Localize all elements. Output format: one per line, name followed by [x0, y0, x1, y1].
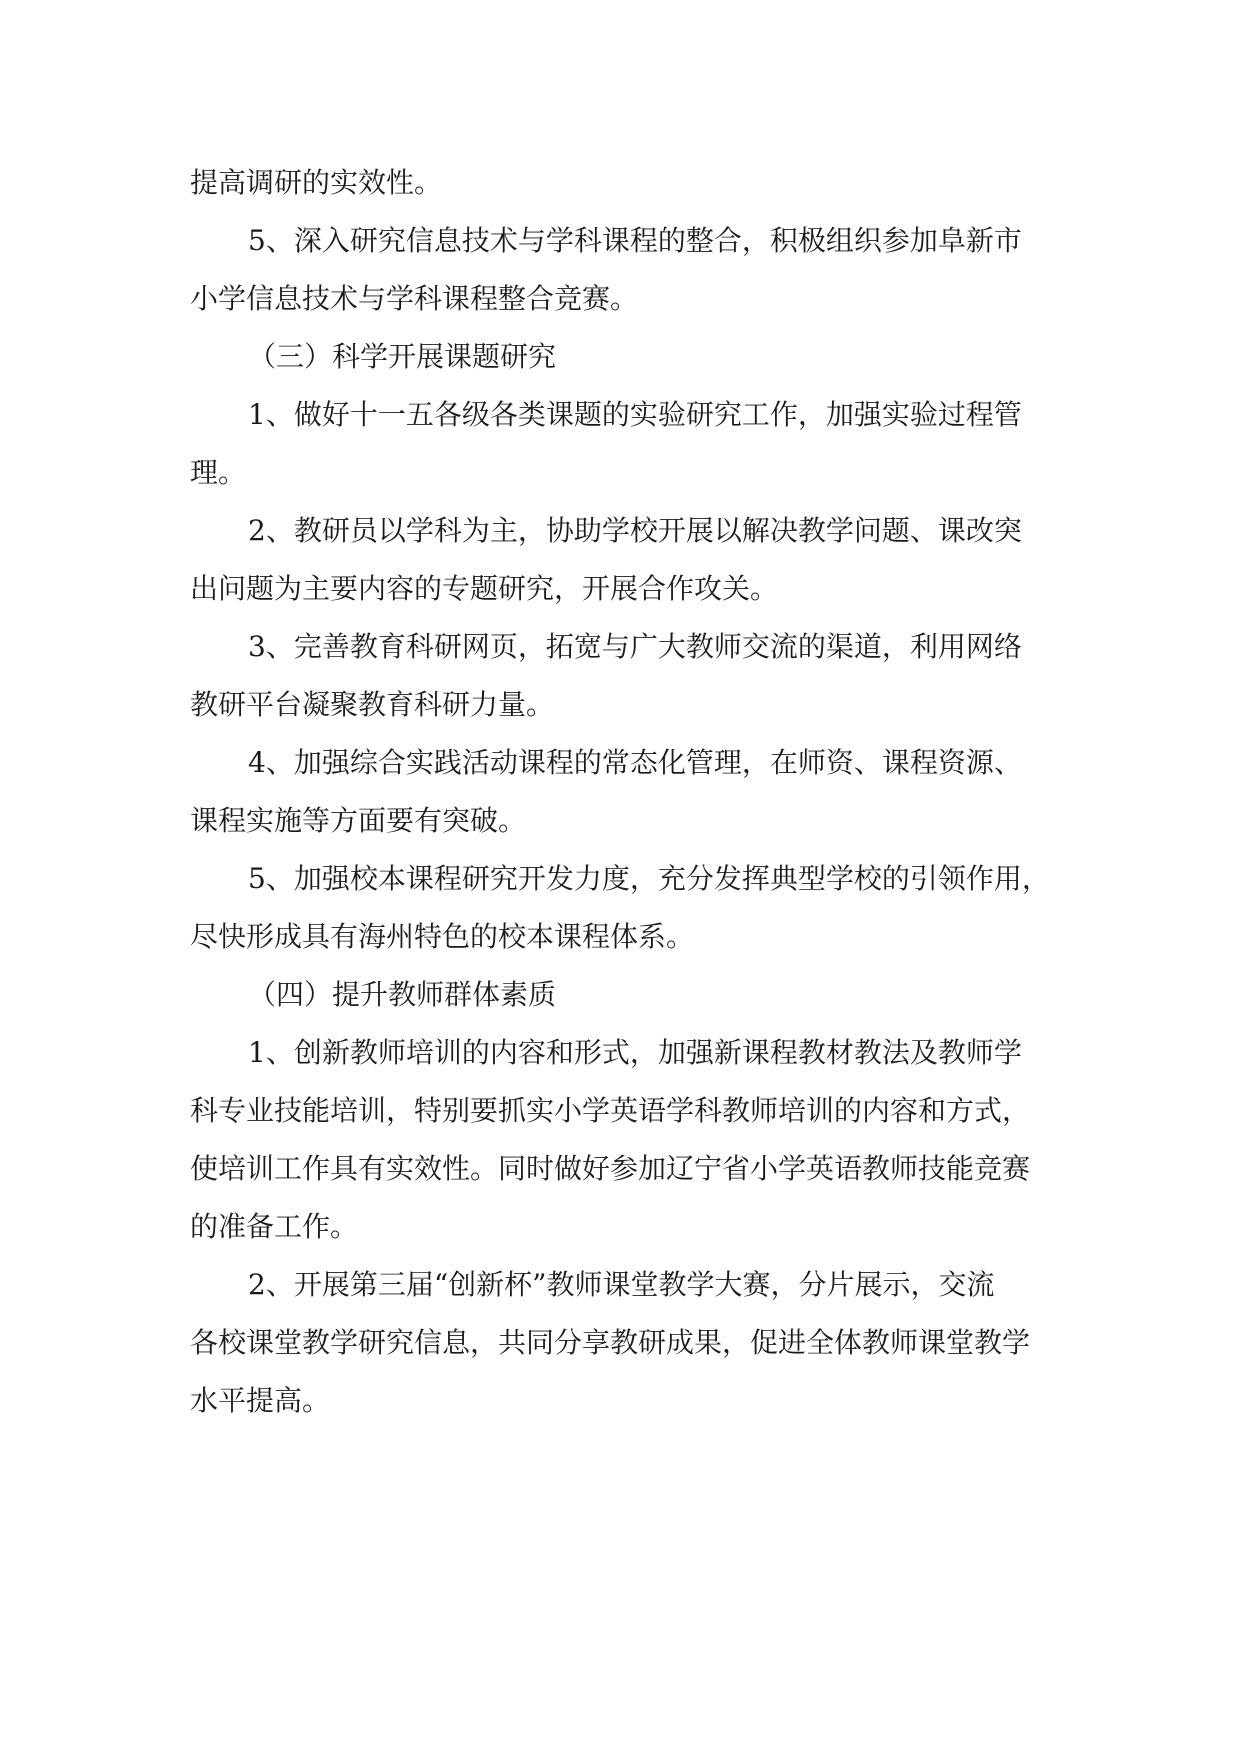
section-heading: [190, 966, 1070, 1024]
text-line: 教研平台凝聚教育科研力量。: [190, 688, 555, 721]
text-line: 各校课堂教学研究信息，共同分享教研成果，促进全体教师课堂教学: [190, 1326, 1031, 1359]
text-line: 2、教研员以学科为主，协助学校开展以解决教学问题、课改突: [248, 514, 1022, 547]
text-line: 课程实施等方面要有突破。: [190, 804, 527, 837]
text-line: 理。: [190, 456, 247, 489]
paragraph: [190, 154, 1070, 212]
text-line: 提高调研的实效性。: [190, 166, 443, 199]
paragraph: [190, 1256, 1070, 1430]
paragraph: [190, 850, 1070, 966]
text-line: 科专业技能培训，特别要抓实小学英语学科教师培训的内容和方式，: [190, 1094, 1031, 1127]
paragraph: [190, 386, 1070, 502]
text-line: 2、开展第三届“创新杯”教师课堂教学大赛，分片展示，交流: [248, 1268, 995, 1301]
paragraph: [190, 502, 1070, 618]
text-line: 3、完善教育科研网页，拓宽与广大教师交流的渠道，利用网络: [248, 630, 1022, 663]
text-line: （三）科学开展课题研究: [248, 340, 557, 373]
text-line: 4、加强综合实践活动课程的常态化管理，在师资、课程资源、: [248, 746, 1022, 779]
text-line: （四）提升教师群体素质: [248, 978, 557, 1011]
text-line: 的准备工作。: [190, 1210, 359, 1243]
text-line: 5、深入研究信息技术与学科课程的整合，积极组织参加阜新市: [248, 224, 1022, 257]
text-line: 使培训工作具有实效性。同时做好参加辽宁省小学英语教师技能竞赛: [190, 1152, 1031, 1185]
document-body: [190, 154, 1070, 1430]
text-line: 5、加强校本课程研究开发力度，充分发挥典型学校的引领作用，: [248, 862, 1050, 895]
paragraph: [190, 618, 1070, 734]
text-line: 尽快形成具有海州特色的校本课程体系。: [190, 920, 695, 953]
text-line: 1、做好十一五各级各类课题的实验研究工作，加强实验过程管: [248, 398, 1022, 431]
text-line: 出问题为主要内容的专题研究，开展合作攻关。: [190, 572, 779, 605]
paragraph: [190, 734, 1070, 850]
text-line: 小学信息技术与学科课程整合竞赛。: [190, 282, 639, 315]
text-line: 1、创新教师培训的内容和形式，加强新课程教材教法及教师学: [248, 1036, 1022, 1069]
paragraph: [190, 1024, 1070, 1256]
paragraph: [190, 212, 1070, 328]
section-heading: [190, 328, 1070, 386]
text-line: 水平提高。: [190, 1384, 331, 1417]
